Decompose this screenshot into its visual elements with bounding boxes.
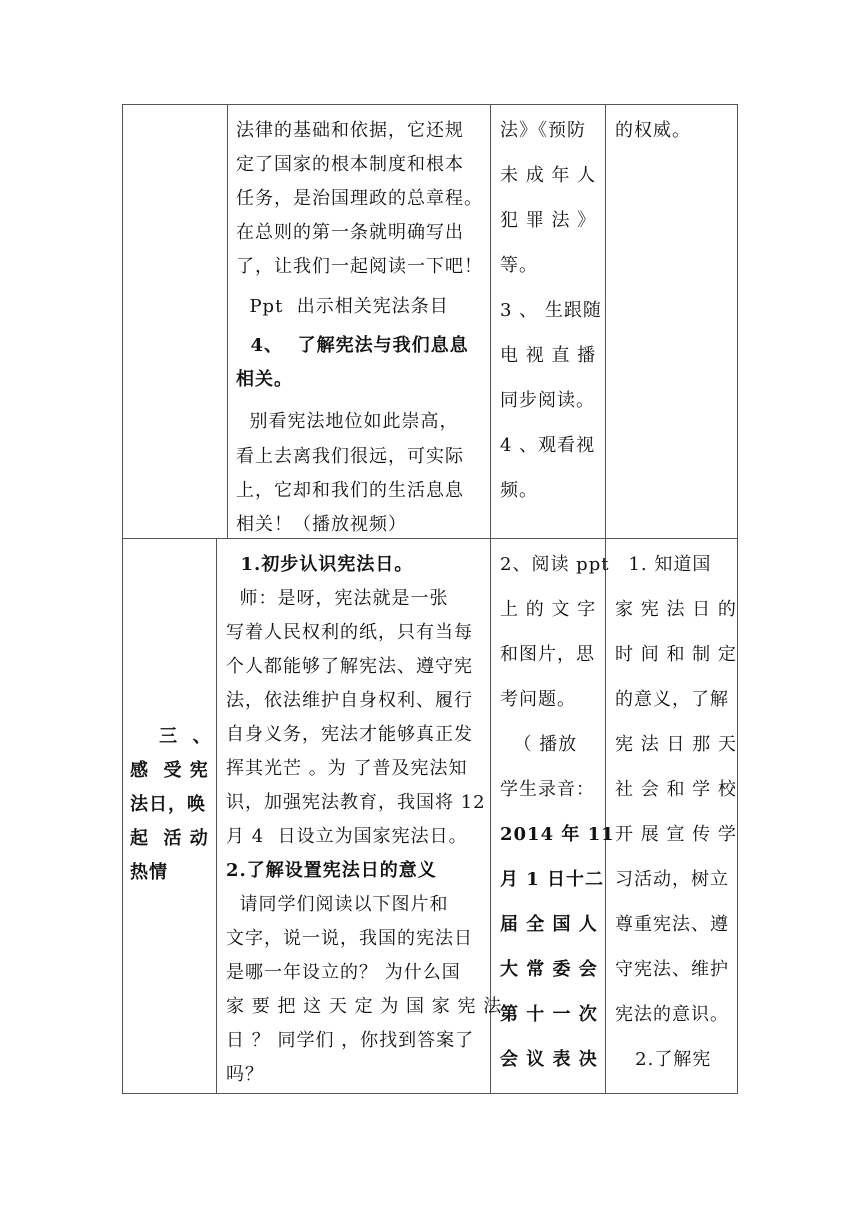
table-left-border: [122, 104, 123, 1094]
table-right-border: [737, 104, 738, 1094]
text-line: 任务，是治国理政的总章程。: [236, 188, 483, 209]
text-line: 挥其光芒 。为 了普及宪法知: [226, 758, 468, 779]
col-divider-3: [605, 104, 606, 1094]
text-line: 日 ？ 同学们 ，你找到答案了: [226, 1030, 475, 1051]
text-line: 学生录音：: [500, 779, 595, 800]
section-title-line: 法日，唤: [130, 794, 206, 815]
text-line: 宪法的意识。: [615, 1004, 729, 1025]
text-line: 上 的 文 字: [500, 599, 597, 620]
text-line: 吗？: [226, 1064, 264, 1085]
text-line: 是哪一年设立的？ 为什么国: [226, 962, 461, 983]
text-line: 频。: [500, 480, 538, 501]
text-line: 别看宪法地位如此崇高，: [236, 411, 459, 432]
text-line: 定了国家的根本制度和根本: [236, 154, 464, 175]
table-bottom-border: [122, 1093, 738, 1094]
text-line: 月 4 日设立为国家宪法日。: [226, 826, 468, 847]
text-line: 写着人民权利的纸，只有当每: [226, 622, 473, 643]
text-line: 2.了解宪: [615, 1049, 712, 1070]
row-divider: [122, 538, 738, 539]
section-heading: 4、 了解宪法与我们息息: [236, 335, 469, 356]
text-line: 上，它却和我们的生活息息: [236, 480, 464, 501]
text-line: 社 会 和 学 校: [615, 779, 737, 800]
text-line: 第 十 一 次: [500, 1004, 598, 1025]
text-line: 4 、观看视: [500, 435, 596, 456]
text-line: 家 要 把 这 天 定 为 国 家 宪 法: [226, 996, 503, 1017]
text-line: 守宪法、维护: [615, 959, 729, 980]
text-line: 个人都能够了解宪法、遵守宪: [226, 656, 473, 677]
section-heading-cont: 相关。: [236, 369, 293, 390]
text-line: 尊重宪法、遵: [615, 914, 729, 935]
text-line: 法》《预防: [500, 120, 586, 141]
text-line: 大 常 委 会: [500, 959, 598, 980]
text-line: 2、阅读 ppt: [500, 554, 610, 575]
text-line: 识，加强宪法教育，我国将 12: [226, 792, 486, 813]
text-line: 了，让我们一起阅读一下吧！: [236, 256, 483, 277]
subsection-heading: 1.初步认识宪法日。: [226, 554, 414, 575]
text-line: 1. 知道国: [615, 554, 712, 575]
text-line: 的意义，了解: [615, 689, 729, 710]
row1-col-divider-1: [227, 104, 228, 538]
section-title-line: 三 、: [130, 726, 212, 747]
section-title-line: 起 活 动: [130, 828, 209, 849]
row2-col-divider-1: [216, 538, 217, 1094]
text-line: 届 全 国 人: [500, 914, 598, 935]
text-line: 的权威。: [615, 120, 691, 141]
section-title-line: 热情: [130, 862, 168, 883]
text-line: 家 宪 法 日 的: [615, 599, 737, 620]
text-line: 2014 年 11: [500, 824, 615, 845]
text-line: 犯 罪 法 》: [500, 210, 597, 231]
text-line: 等。: [500, 255, 538, 276]
text-line: （ 播放: [500, 734, 578, 755]
text-line: 请同学们阅读以下图片和: [226, 894, 449, 915]
table-top-border: [122, 104, 738, 105]
text-line: 法，依法维护自身权利、履行: [226, 690, 473, 711]
text-line: 在总则的第一条就明确写出: [236, 222, 464, 243]
text-line: 习活动，树立: [615, 869, 729, 890]
text-line: 文字，说一说，我国的宪法日: [226, 928, 473, 949]
section-title-line: 感 受 宪: [130, 760, 209, 781]
text-line: 时 间 和 制 定: [615, 644, 737, 665]
text-line: 考问题。: [500, 689, 576, 710]
col-divider-2: [490, 104, 491, 1094]
text-line: 相关！（播放视频）: [236, 514, 407, 535]
text-line: 自身义务，宪法才能够真正发: [226, 724, 473, 745]
text-line: 同步阅读。: [500, 390, 595, 411]
text-line: 师：是呀，宪法就是一张: [226, 588, 449, 609]
text-line: 法律的基础和依据，它还规: [236, 120, 464, 141]
text-line: 宪 法 日 那 天: [615, 734, 737, 755]
subsection-heading: 2.了解设置宪法日的意义: [226, 860, 437, 881]
text-line: 看上去离我们很远，可实际: [236, 446, 464, 467]
text-line: Ppt 出示相关宪法条目: [236, 296, 449, 317]
text-line: 月 1 日十二: [500, 869, 605, 890]
text-line: 未 成 年 人: [500, 165, 597, 186]
text-line: 3 、 生跟随: [500, 300, 602, 321]
text-line: 电 视 直 播: [500, 345, 597, 366]
text-line: 会 议 表 决: [500, 1049, 598, 1070]
text-line: 和图片，思: [500, 644, 595, 665]
text-line: 开 展 宣 传 学: [615, 824, 737, 845]
